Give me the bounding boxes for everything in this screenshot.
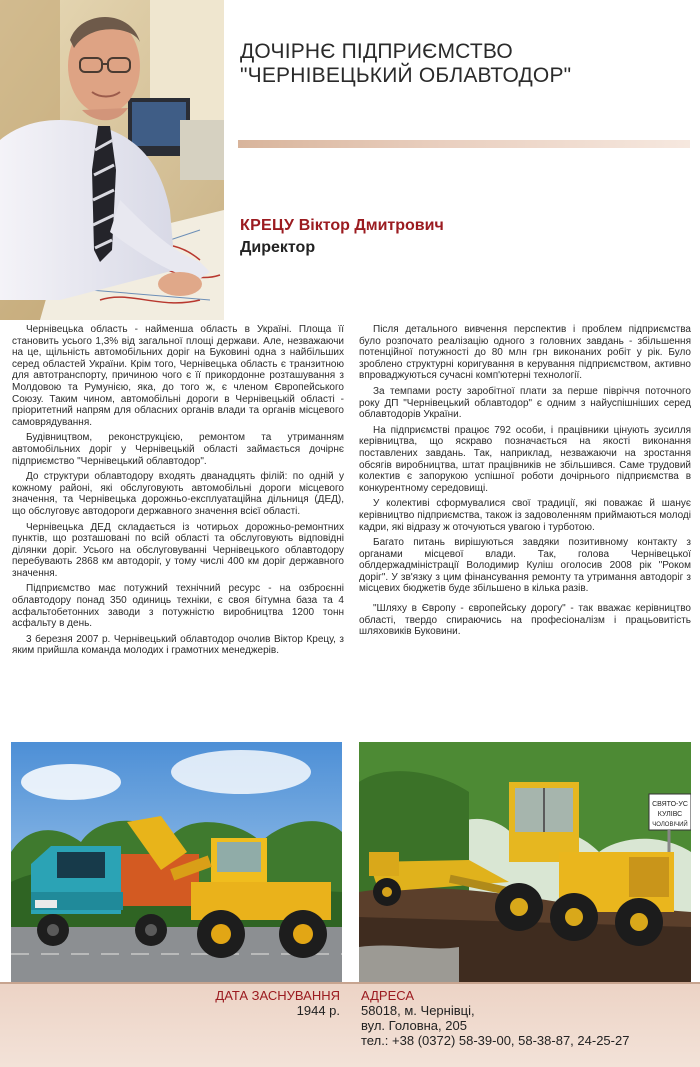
director-name	[240, 216, 444, 236]
company-title-line-1: ДОЧІРНЄ ПІДПРИЄМСТВО	[240, 40, 513, 63]
title-divider	[238, 140, 690, 148]
address-line-street: вул. Головна, 205	[361, 1018, 467, 1033]
article-paragraph: До структури облавтодору входять дванадцять філій: по одній у кожному районі, які обслуговують автомобільні дороги місцевого значення, та Чернівецька дорожньо-експлуатаційна дільниця (ДЕД), що обслуговує автодороги державного значення всієї області.	[12, 471, 344, 517]
company-title	[240, 40, 680, 88]
article-paragraph: Після детального вивчення перспектив і проблем підприємства було розпочато реалізацію одного з головних завдань - збільшення потенційної потужності до 80 млн грн виконаних робіт у рік. Було зроблено структурні коригування в керування підприємством, активно впроваджуються сучасні комп'ютерні технології.	[359, 324, 691, 382]
director-role: Директор	[240, 239, 316, 256]
road-sign-line-3: ЧОЛОВІЧИЙ	[652, 822, 688, 828]
address-line-phone: тел.: +38 (0372) 58-39-00, 58-38-87, 24-25-27	[361, 1033, 630, 1048]
address-label: АДРЕСА	[361, 988, 415, 1003]
footer-divider	[0, 982, 700, 984]
grader-illustration	[359, 742, 691, 982]
article-paragraph: 3 березня 2007 р. Чернівецький облавтодор очолив Віктор Крецу, з яким прийшла команда молодих і грамотних менеджерів.	[12, 633, 344, 657]
article-left-column	[12, 324, 344, 661]
road-sign-line-1: СВЯТО-УС	[652, 801, 688, 808]
photo-road-grader	[359, 742, 691, 982]
loader-truck-illustration	[11, 742, 342, 982]
article-paragraph: Підприємство має потужний технічний ресурс - на озброєнні облавтодору понад 350 одиниць техніки, є своя бітумна база та 4 асфальтобетонних заводи з потужністю виробництва 1200 тонн асфальту в день.	[12, 583, 344, 630]
article-paragraph: Багато питань вирішуються завдяки позитивному контакту з органами місцевої влади. Так, голова Чернівецької облдержадміністрації Володимир Куліш оголосив 2008 рік "Роком доріг". У зв'язку з цим фінансування ремонту та утримання автодоріг з місцевих бюджетів буде збільшено в кілька разів.	[359, 537, 691, 595]
road-sign-line-2: КУЛІВС	[657, 811, 683, 818]
director-photo	[0, 0, 224, 320]
article-right-column	[359, 324, 691, 642]
company-title-line-2: "ЧЕРНІВЕЦЬКИЙ ОБЛАВТОДОР"	[240, 64, 572, 87]
article-paragraph: Чернівецька ДЕД складається із чотирьох дорожньо-ремонтних пунктів, що розташовані по всій області та обслуговують відповідні ділянки доріг. Усього на обслуговуванні Чернівецького облавтодору перебувають 2868 км автодоріг, у тому числі 400 км доріг державного значення.	[12, 521, 344, 579]
article-paragraph: За темпами росту заробітної плати за перше півріччя поточного року ДП "Чернівецький облавтодор" є одним з найуспішніших серед облавтодорів України.	[359, 385, 691, 421]
founded-value: 1944 р.	[296, 1003, 340, 1018]
director-given-names: Віктор Дмитрович	[298, 217, 444, 234]
article-paragraph: Чернівецька область - найменша область в Україні. Площа її становить усього 1,3% від загальної площі держави. Але, незважаючи на це, щільність автомобільних доріг на Буковині одна з найбільших серед областей України. Крім того, Чернівецька область є транзитною для автотранспорту, причиною чого є її прикордонне розташування з Молдовою та Румунією, яка, до того ж, є членом Європейського Союзу. Таким чином, автомобільні дороги в Чернівецькій області - пріоритетний напрям для обласних органів влади та органів місцевого самоврядування.	[12, 324, 344, 428]
article-paragraph: Будівництвом, реконструкцією, ремонтом та утриманням автомобільних доріг у Чернівецькій області займається дочірнє підприємство "Чернівецький облавтодор".	[12, 432, 344, 467]
address-line-city: 58018, м. Чернівці,	[361, 1003, 475, 1018]
footer-band	[0, 982, 700, 1067]
photo-loader-and-truck	[11, 742, 342, 982]
founded-label: ДАТА ЗАСНУВАННЯ	[215, 988, 340, 1003]
article-paragraph: У колективі сформувалися свої традиції, які поважає й шанує керівництво підприємства, також із задоволенням приймаються молоді кадри, які відразу ж оточуються увагою і турботою.	[359, 498, 691, 533]
article-paragraph: "Шляху в Європу - європейську дорогу" - так вважає керівництво області, твердо спираючись на професіоналізм і працьовитість шляховиків Буковини.	[359, 603, 691, 638]
director-portrait-illustration	[0, 0, 224, 320]
director-surname: КРЕЦУ	[240, 217, 295, 234]
article-paragraph: На підприємстві працює 792 особи, і працівники цінують зусилля керівництва, що яскраво позначається на якості виконання поставлених завдань. Так, наприклад, незважаючи на зростання обсягів виробництва, штат працівників не збільшився. Саме трудовий колектив є запорукою успішної роботи дочірнього підприємства в конкурентному середовищі.	[359, 424, 691, 494]
